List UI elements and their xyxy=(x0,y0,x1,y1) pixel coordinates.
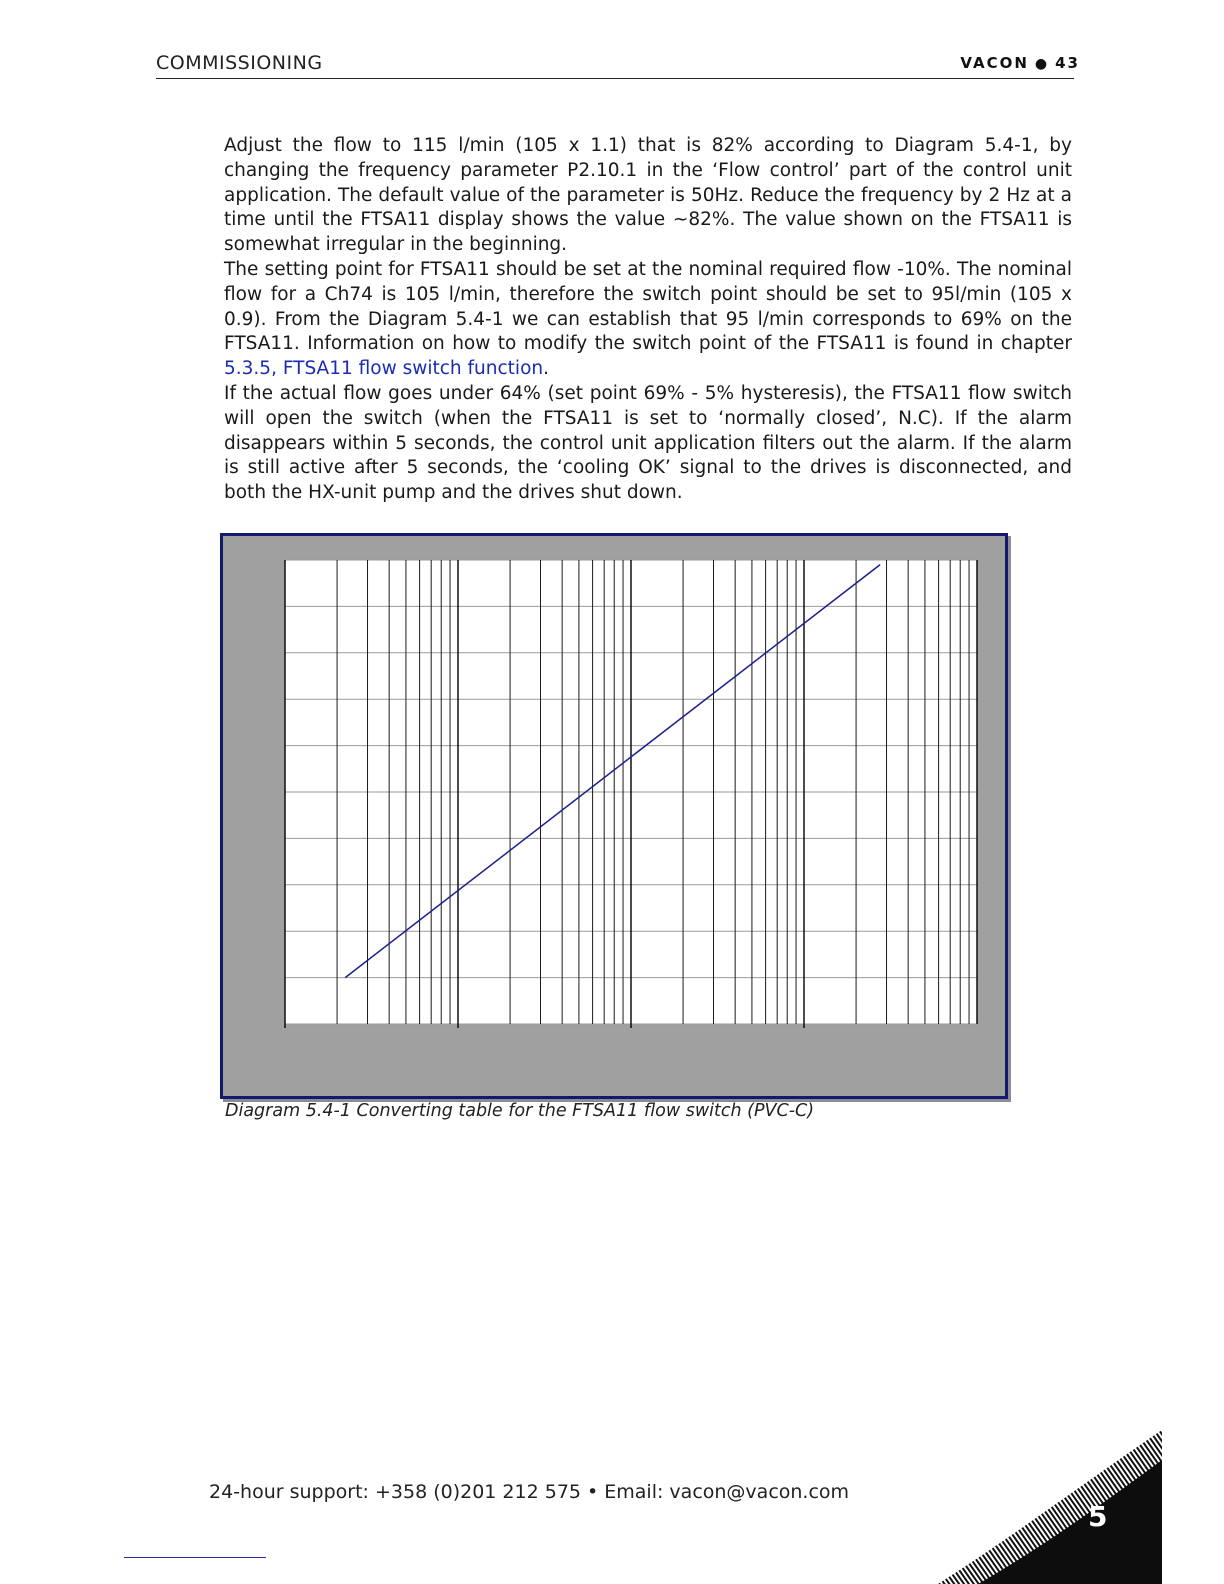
brand-name: VACON xyxy=(960,54,1029,72)
corner-decoration xyxy=(938,1430,1162,1584)
page-number: 5 xyxy=(1088,1500,1108,1533)
page-header xyxy=(156,48,1080,79)
brand-page-label xyxy=(960,54,1080,72)
diagram-figure xyxy=(220,533,1008,1099)
flow-chart xyxy=(223,536,1005,1096)
paragraph-2-end: . xyxy=(543,358,549,380)
paragraph-2-text: The setting point for FTSA11 should be set at the nominal required flow -10%. The nominal flow for a Ch74 is 105 l/min, therefore the switch point should be set to 95l/min (105 x 0.9). From the Diagram 5.4-1 we can establish that 95 l/min corresponds to 69% on the FTSA11. Information on how to modify the switch point of the FTSA11 is found in chapter xyxy=(224,258,1072,355)
section-title: COMMISSIONING xyxy=(156,52,323,74)
footnote-rule xyxy=(124,1557,266,1558)
header-page-number: 43 xyxy=(1055,54,1080,72)
chapter-link[interactable]: 5.3.5, FTSA11 flow switch function xyxy=(224,358,544,380)
figure-caption: Diagram 5.4-1 Converting table for the FTSA11 flow switch (PVC-C) xyxy=(225,1101,815,1121)
bullet-icon: ● xyxy=(1034,56,1050,72)
paragraph-1: Adjust the flow to 115 l/min (105 x 1.1) that is 82% according to Diagram 5.4-1, by changing the frequency parameter P2.10.1 in the ‘Flow control’ part of the control unit application. The default value of the parameter is 50Hz. Reduce the frequency by 2 Hz at a time until the FTSA11 display shows the value ~82%. The value shown on the FTSA11 is somewhat irregular in the beginning. xyxy=(224,135,1072,256)
footer-support: 24-hour support: +358 (0)201 212 575 • Email: vacon@vacon.com xyxy=(209,1481,850,1503)
paragraph-3: If the actual flow goes under 64% (set point 69% - 5% hysteresis), the FTSA11 flow switch will open the switch (when the FTSA11 is set to ‘normally closed’, N.C). If the alarm disappears within 5 seconds, the control unit application filters out the alarm. If the alarm is still active after 5 seconds, the ‘cooling OK’ signal to the drives is disconnected, and both the HX-unit pump and the drives shut down. xyxy=(224,382,1072,504)
body-text xyxy=(224,134,1072,506)
paragraph-2 xyxy=(224,258,1072,382)
